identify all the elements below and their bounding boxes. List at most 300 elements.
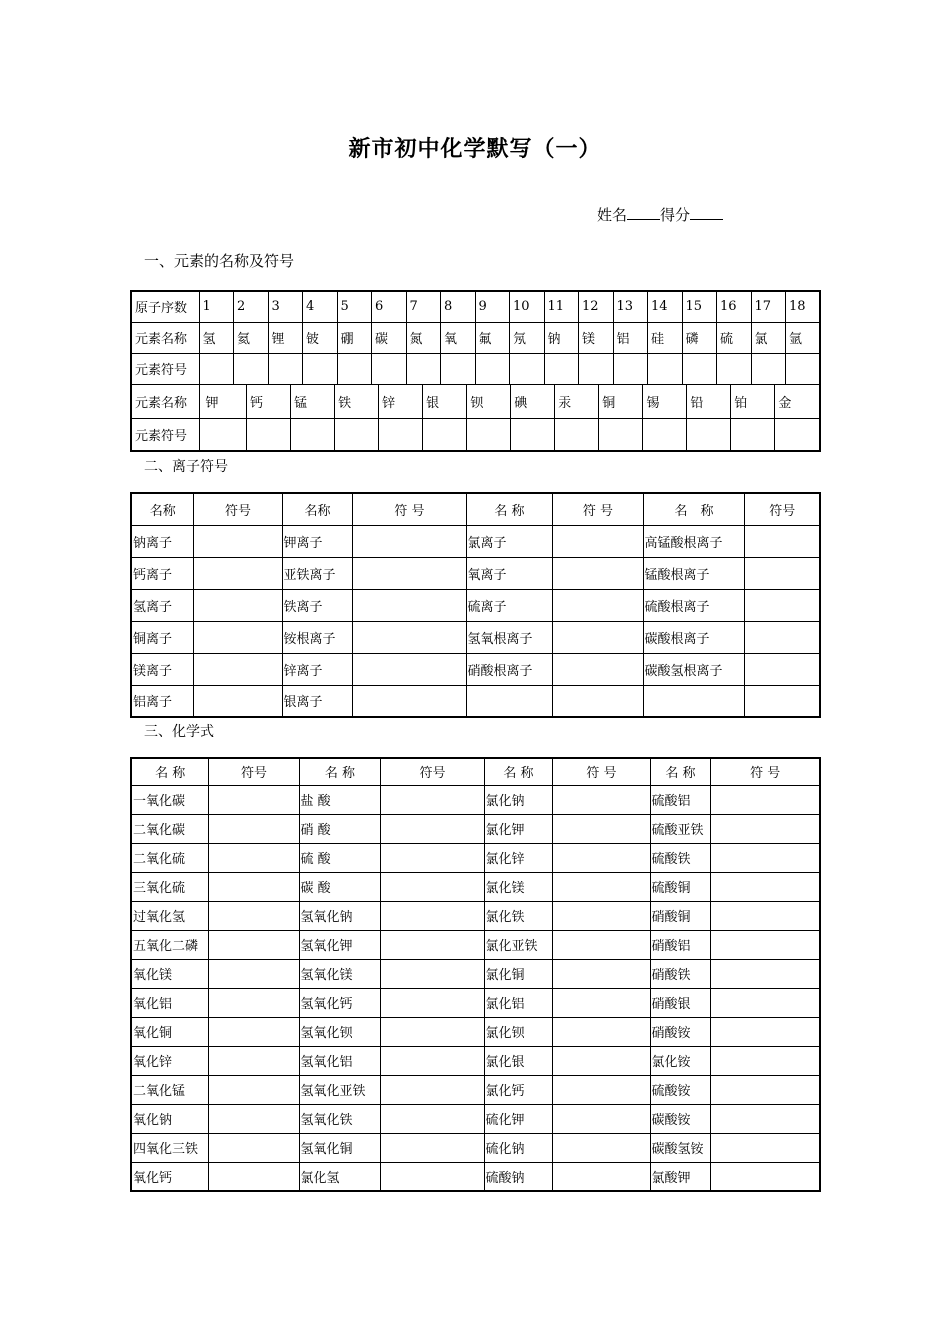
element-symbol-input[interactable] bbox=[555, 419, 599, 451]
symbol-input-cell[interactable] bbox=[352, 621, 466, 653]
symbol-input-cell[interactable] bbox=[208, 1133, 299, 1162]
symbol-input-cell[interactable] bbox=[193, 525, 282, 557]
name-header: 名 称 bbox=[299, 758, 380, 785]
compound-name-cell: 三氧化硫 bbox=[131, 872, 208, 901]
compound-name-cell: 氯化钾 bbox=[484, 814, 552, 843]
symbol-input-cell[interactable] bbox=[208, 1046, 299, 1075]
atomic-number-cell: 9 bbox=[475, 291, 510, 322]
compound-name-cell: 氯化银 bbox=[484, 1046, 552, 1075]
symbol-input-cell[interactable] bbox=[352, 653, 466, 685]
compound-name-cell: 四氧化三铁 bbox=[131, 1133, 208, 1162]
table-row bbox=[131, 901, 820, 930]
element-name-cell: 铍 bbox=[303, 322, 338, 353]
element-name-label: 元素名称 bbox=[131, 322, 199, 353]
symbol-input-cell[interactable] bbox=[193, 589, 282, 621]
symbol-input-cell[interactable] bbox=[744, 653, 820, 685]
compound-name-cell: 氧化铜 bbox=[131, 1017, 208, 1046]
compound-name-cell: 硫酸铁 bbox=[650, 843, 710, 872]
symbol-input-cell[interactable] bbox=[710, 988, 820, 1017]
name-label: 姓名 bbox=[597, 206, 628, 224]
symbol-input-cell[interactable] bbox=[380, 814, 484, 843]
compound-name-cell: 氯化锌 bbox=[484, 843, 552, 872]
compound-name-cell: 氯化亚铁 bbox=[484, 930, 552, 959]
element-name-cell: 硼 bbox=[337, 322, 372, 353]
symbol-input-cell[interactable] bbox=[552, 1104, 650, 1133]
symbol-input-cell[interactable] bbox=[208, 1104, 299, 1133]
element-name-cell: 铁 bbox=[335, 385, 379, 418]
symbol-input-cell[interactable] bbox=[380, 1133, 484, 1162]
element-name-cell: 钾 bbox=[205, 395, 219, 411]
compound-name-cell: 硫化钠 bbox=[484, 1133, 552, 1162]
compound-name-cell: 盐 酸 bbox=[299, 785, 380, 814]
atomic-number-cell: 10 bbox=[510, 291, 545, 322]
ion-symbols-table bbox=[130, 492, 821, 718]
compound-name-cell: 氢氧化铁 bbox=[299, 1104, 380, 1133]
compound-name-cell: 氯离子 bbox=[466, 525, 552, 557]
symbol-input-cell[interactable] bbox=[380, 843, 484, 872]
compound-name-cell: 氧化铝 bbox=[131, 988, 208, 1017]
symbol-input-cell[interactable] bbox=[744, 557, 820, 589]
element-symbol-input[interactable] bbox=[247, 419, 291, 451]
symbol-input-cell[interactable] bbox=[208, 930, 299, 959]
symbol-input-cell[interactable] bbox=[380, 1162, 484, 1191]
compound-name-cell: 硝酸铜 bbox=[650, 901, 710, 930]
compound-name-cell: 氢氧化钾 bbox=[299, 930, 380, 959]
table-row bbox=[131, 930, 820, 959]
symbol-input-cell[interactable] bbox=[380, 872, 484, 901]
symbol-input-cell[interactable] bbox=[380, 988, 484, 1017]
symbol-input-cell[interactable] bbox=[710, 901, 820, 930]
element-symbol-input[interactable] bbox=[682, 353, 717, 384]
symbol-input-cell[interactable] bbox=[710, 814, 820, 843]
symbol-input-cell[interactable] bbox=[380, 1075, 484, 1104]
element-name-cell: 氩 bbox=[786, 322, 821, 353]
compound-name-cell: 银离子 bbox=[282, 685, 352, 717]
element-name-cell: 氟 bbox=[475, 322, 510, 353]
element-symbol-input[interactable] bbox=[406, 353, 441, 384]
symbol-input-cell[interactable] bbox=[208, 872, 299, 901]
symbol-input-cell[interactable] bbox=[552, 872, 650, 901]
element-name-cell: 氯 bbox=[751, 322, 786, 353]
compound-name-cell: 氯化铵 bbox=[650, 1046, 710, 1075]
symbol-input-cell[interactable] bbox=[552, 1075, 650, 1104]
element-name-row-2-cells bbox=[199, 384, 820, 418]
atomic-number-cell: 8 bbox=[441, 291, 476, 322]
symbol-input-cell[interactable] bbox=[552, 589, 643, 621]
table-row bbox=[131, 589, 820, 621]
atomic-number-cell: 17 bbox=[751, 291, 786, 322]
compound-name-cell: 硫酸铝 bbox=[650, 785, 710, 814]
symbol-input-cell[interactable] bbox=[552, 1046, 650, 1075]
element-symbol-row-1 bbox=[131, 353, 820, 384]
element-symbol-input[interactable] bbox=[372, 353, 407, 384]
symbol-input-cell[interactable] bbox=[193, 653, 282, 685]
element-symbol-input[interactable] bbox=[337, 353, 372, 384]
element-name-cell: 铂 bbox=[731, 385, 775, 418]
element-name-cell: 硅 bbox=[648, 322, 683, 353]
symbol-input-cell[interactable] bbox=[710, 1046, 820, 1075]
element-symbol-input[interactable] bbox=[303, 353, 338, 384]
element-symbol-input[interactable] bbox=[423, 419, 467, 451]
element-name-cell: 硫 bbox=[717, 322, 752, 353]
compound-name-cell: 铝离子 bbox=[131, 685, 193, 717]
name-header: 名 称 bbox=[466, 493, 552, 525]
compound-name-cell: 氯化铁 bbox=[484, 901, 552, 930]
symbol-header: 符号 bbox=[193, 493, 282, 525]
symbol-input-cell[interactable] bbox=[552, 814, 650, 843]
table-row bbox=[131, 1017, 820, 1046]
element-symbol-input[interactable] bbox=[786, 353, 821, 384]
symbol-input-cell[interactable] bbox=[744, 525, 820, 557]
compound-name-cell: 氯化钙 bbox=[484, 1075, 552, 1104]
symbol-input-cell[interactable] bbox=[552, 1133, 650, 1162]
table-row bbox=[131, 685, 820, 717]
symbol-input-cell[interactable] bbox=[352, 589, 466, 621]
compound-name-cell: 钠离子 bbox=[131, 525, 193, 557]
symbol-input-cell[interactable] bbox=[552, 1017, 650, 1046]
symbol-header: 符号 bbox=[380, 758, 484, 785]
element-name-cell: 金 bbox=[775, 385, 819, 418]
compound-name-cell: 硫离子 bbox=[466, 589, 552, 621]
element-name-cell: 碘 bbox=[511, 385, 555, 418]
symbol-input-cell[interactable] bbox=[208, 814, 299, 843]
element-symbol-input[interactable] bbox=[717, 353, 752, 384]
header-row bbox=[131, 758, 820, 785]
element-name-row-1 bbox=[131, 322, 820, 353]
element-name-cell: 氦 bbox=[234, 322, 269, 353]
compound-name-cell: 硫酸根离子 bbox=[643, 589, 744, 621]
element-name-cell: 汞 bbox=[555, 385, 599, 418]
atomic-number-cell: 7 bbox=[406, 291, 441, 322]
name-blank[interactable] bbox=[627, 205, 660, 220]
atomic-number-cell: 14 bbox=[648, 291, 683, 322]
element-symbol-input[interactable] bbox=[511, 419, 555, 451]
compound-name-cell: 氢氧化钡 bbox=[299, 1017, 380, 1046]
compound-name-cell: 硝酸铝 bbox=[650, 930, 710, 959]
symbol-input-cell[interactable] bbox=[352, 557, 466, 589]
section3-title: 三、化学式 bbox=[144, 724, 214, 740]
element-symbol-input[interactable] bbox=[291, 419, 335, 451]
element-symbol-input[interactable] bbox=[467, 419, 511, 451]
compound-name-cell: 硝酸根离子 bbox=[466, 653, 552, 685]
element-name-cell: 氮 bbox=[406, 322, 441, 353]
atomic-number-cell: 4 bbox=[303, 291, 338, 322]
compound-name-cell: 硫酸钠 bbox=[484, 1162, 552, 1191]
symbol-input-cell[interactable] bbox=[552, 988, 650, 1017]
element-name-cell: 磷 bbox=[682, 322, 717, 353]
element-name-cell: 钠 bbox=[544, 322, 579, 353]
symbol-input-cell[interactable] bbox=[208, 1017, 299, 1046]
symbol-input-cell[interactable] bbox=[380, 901, 484, 930]
compound-name-cell: 锌离子 bbox=[282, 653, 352, 685]
compound-name-cell: 氯化铝 bbox=[484, 988, 552, 1017]
atomic-number-cell: 3 bbox=[268, 291, 303, 322]
table-row bbox=[131, 959, 820, 988]
compound-name-cell: 五氧化二磷 bbox=[131, 930, 208, 959]
compound-name-cell: 碳酸铵 bbox=[650, 1104, 710, 1133]
compound-name-cell: 亚铁离子 bbox=[282, 557, 352, 589]
symbol-input-cell[interactable] bbox=[710, 959, 820, 988]
symbol-input-cell[interactable] bbox=[193, 621, 282, 653]
symbol-input-cell[interactable] bbox=[380, 930, 484, 959]
compound-name-cell: 铵根离子 bbox=[282, 621, 352, 653]
compound-name-cell: 碳酸氢铵 bbox=[650, 1133, 710, 1162]
name-header: 名 称 bbox=[650, 758, 710, 785]
compound-name-cell: 二氧化碳 bbox=[131, 814, 208, 843]
element-symbol-input[interactable] bbox=[731, 419, 775, 451]
element-symbol-input[interactable] bbox=[613, 353, 648, 384]
symbol-input-cell bbox=[552, 685, 643, 717]
element-name-cell: 锡 bbox=[643, 385, 687, 418]
name-score-line bbox=[597, 204, 723, 225]
symbol-header: 符 号 bbox=[352, 493, 466, 525]
table-row bbox=[131, 988, 820, 1017]
atomic-number-row bbox=[131, 291, 820, 322]
symbol-input-cell[interactable] bbox=[208, 785, 299, 814]
compound-name-cell bbox=[643, 685, 744, 717]
element-symbol-input[interactable] bbox=[199, 353, 234, 384]
element-name-cell: 钡 bbox=[467, 385, 511, 418]
compound-name-cell: 硫 酸 bbox=[299, 843, 380, 872]
name-header: 名称 bbox=[282, 493, 352, 525]
element-symbol-input[interactable] bbox=[441, 353, 476, 384]
symbol-input-cell[interactable] bbox=[552, 621, 643, 653]
chemical-formula-table bbox=[130, 757, 821, 1192]
element-symbol-input[interactable] bbox=[234, 353, 269, 384]
symbol-input-cell[interactable] bbox=[380, 785, 484, 814]
compound-name-cell: 钙离子 bbox=[131, 557, 193, 589]
table-row bbox=[131, 1104, 820, 1133]
symbol-input-cell[interactable] bbox=[710, 1075, 820, 1104]
symbol-input-cell[interactable] bbox=[552, 901, 650, 930]
table-row bbox=[131, 814, 820, 843]
symbol-input-cell[interactable] bbox=[380, 1104, 484, 1133]
table-row bbox=[131, 872, 820, 901]
symbol-input-cell[interactable] bbox=[380, 1017, 484, 1046]
element-name-cell: 银 bbox=[423, 385, 467, 418]
element-name-cell: 锂 bbox=[268, 322, 303, 353]
compound-name-cell: 碳酸氢根离子 bbox=[643, 653, 744, 685]
symbol-input-cell[interactable] bbox=[552, 785, 650, 814]
name-header: 名 称 bbox=[131, 758, 208, 785]
compound-name-cell: 硫化钾 bbox=[484, 1104, 552, 1133]
compound-name-cell: 氯化氢 bbox=[299, 1162, 380, 1191]
compound-name-cell: 氢离子 bbox=[131, 589, 193, 621]
element-name-cell: 铅 bbox=[687, 385, 731, 418]
element-symbol-input[interactable] bbox=[643, 419, 687, 451]
compound-name-cell: 氢氧化铜 bbox=[299, 1133, 380, 1162]
element-name-cell: 氖 bbox=[510, 322, 545, 353]
atomic-number-cell: 6 bbox=[372, 291, 407, 322]
atomic-number-cell: 11 bbox=[544, 291, 579, 322]
compound-name-cell: 氢氧化亚铁 bbox=[299, 1075, 380, 1104]
element-name-cell: 氧 bbox=[441, 322, 476, 353]
symbol-header: 符号 bbox=[208, 758, 299, 785]
element-symbol-row-2 bbox=[131, 418, 820, 451]
symbol-input-cell[interactable] bbox=[380, 959, 484, 988]
table-row bbox=[131, 1162, 820, 1191]
name-header: 名 称 bbox=[643, 493, 744, 525]
header-row bbox=[131, 493, 820, 525]
symbol-header: 符 号 bbox=[552, 758, 650, 785]
compound-name-cell: 一氧化碳 bbox=[131, 785, 208, 814]
symbol-input-cell[interactable] bbox=[710, 872, 820, 901]
table-row bbox=[131, 1075, 820, 1104]
symbol-input-cell[interactable] bbox=[552, 930, 650, 959]
table-row bbox=[131, 785, 820, 814]
element-name-cell: 碳 bbox=[372, 322, 407, 353]
compound-name-cell: 氧离子 bbox=[466, 557, 552, 589]
element-symbol-input[interactable] bbox=[579, 353, 614, 384]
symbol-header: 符 号 bbox=[710, 758, 820, 785]
element-name-cell: 铜 bbox=[599, 385, 643, 418]
symbol-input-cell[interactable] bbox=[710, 843, 820, 872]
table-row bbox=[131, 653, 820, 685]
symbol-input-cell[interactable] bbox=[710, 1133, 820, 1162]
symbol-input-cell[interactable] bbox=[208, 988, 299, 1017]
element-symbol-input[interactable] bbox=[510, 353, 545, 384]
compound-name-cell: 铁离子 bbox=[282, 589, 352, 621]
symbol-input-cell[interactable] bbox=[208, 901, 299, 930]
elements-table bbox=[130, 290, 821, 452]
symbol-input-cell[interactable] bbox=[710, 1104, 820, 1133]
element-symbol-input[interactable] bbox=[268, 353, 303, 384]
compound-name-cell: 铜离子 bbox=[131, 621, 193, 653]
compound-name-cell: 氧化钙 bbox=[131, 1162, 208, 1191]
atomic-number-cell: 5 bbox=[337, 291, 372, 322]
element-symbol-input[interactable] bbox=[379, 419, 423, 451]
symbol-input-cell[interactable] bbox=[710, 1162, 820, 1191]
compound-name-cell: 氯化镁 bbox=[484, 872, 552, 901]
symbol-input-cell[interactable] bbox=[208, 1162, 299, 1191]
table-row bbox=[131, 621, 820, 653]
element-symbol-input[interactable] bbox=[648, 353, 683, 384]
symbol-input-cell[interactable] bbox=[552, 525, 643, 557]
compound-name-cell: 氢氧化钠 bbox=[299, 901, 380, 930]
atomic-number-cell: 2 bbox=[234, 291, 269, 322]
compound-name-cell: 碳 酸 bbox=[299, 872, 380, 901]
atomic-number-cell: 1 bbox=[199, 291, 234, 322]
compound-name-cell: 高锰酸根离子 bbox=[643, 525, 744, 557]
element-symbol-input[interactable] bbox=[475, 353, 510, 384]
compound-name-cell: 镁离子 bbox=[131, 653, 193, 685]
page-title: 新市初中化学默写（一） bbox=[348, 136, 602, 162]
element-name-cell: 钙 bbox=[247, 385, 291, 418]
compound-name-cell: 氧化镁 bbox=[131, 959, 208, 988]
element-symbol-input[interactable] bbox=[203, 419, 247, 451]
element-name-cell: 镁 bbox=[579, 322, 614, 353]
table-row bbox=[131, 1133, 820, 1162]
compound-name-cell bbox=[466, 685, 552, 717]
compound-name-cell: 氯酸钾 bbox=[650, 1162, 710, 1191]
symbol-input-cell[interactable] bbox=[744, 589, 820, 621]
element-symbol-input[interactable] bbox=[687, 419, 731, 451]
symbol-input-cell[interactable] bbox=[552, 843, 650, 872]
score-label: 得分 bbox=[660, 206, 691, 224]
section2-title: 二、离子符号 bbox=[144, 459, 228, 475]
element-name-cell: 铝 bbox=[613, 322, 648, 353]
compound-name-cell: 氯化铜 bbox=[484, 959, 552, 988]
symbol-input-cell[interactable] bbox=[193, 685, 282, 717]
symbol-input-cell[interactable] bbox=[208, 843, 299, 872]
element-symbol-row-2-cells bbox=[199, 418, 820, 451]
compound-name-cell: 硝酸铵 bbox=[650, 1017, 710, 1046]
compound-name-cell: 过氧化氢 bbox=[131, 901, 208, 930]
symbol-input-cell[interactable] bbox=[208, 1075, 299, 1104]
symbol-input-cell[interactable] bbox=[710, 1017, 820, 1046]
compound-name-cell: 锰酸根离子 bbox=[643, 557, 744, 589]
symbol-input-cell[interactable] bbox=[208, 959, 299, 988]
element-symbol-input[interactable] bbox=[544, 353, 579, 384]
compound-name-cell: 碳酸根离子 bbox=[643, 621, 744, 653]
compound-name-cell: 氢氧化钙 bbox=[299, 988, 380, 1017]
symbol-input-cell[interactable] bbox=[710, 785, 820, 814]
element-name-cell: 锰 bbox=[291, 385, 335, 418]
symbol-input-cell[interactable] bbox=[710, 930, 820, 959]
element-name-label: 元素名称 bbox=[131, 384, 199, 418]
compound-name-cell: 硝酸铁 bbox=[650, 959, 710, 988]
section1-title: 一、元素的名称及符号 bbox=[144, 252, 295, 270]
element-symbol-input[interactable] bbox=[751, 353, 786, 384]
symbol-input-cell[interactable] bbox=[352, 525, 466, 557]
symbol-input-cell[interactable] bbox=[552, 1162, 650, 1191]
score-blank[interactable] bbox=[690, 205, 723, 220]
table-row bbox=[131, 843, 820, 872]
compound-name-cell: 氧化锌 bbox=[131, 1046, 208, 1075]
element-symbol-label: 元素符号 bbox=[131, 418, 199, 451]
symbol-input-cell[interactable] bbox=[552, 557, 643, 589]
element-symbol-input[interactable] bbox=[599, 419, 643, 451]
compound-name-cell: 二氧化锰 bbox=[131, 1075, 208, 1104]
compound-name-cell: 硫酸亚铁 bbox=[650, 814, 710, 843]
symbol-input-cell[interactable] bbox=[744, 621, 820, 653]
compound-name-cell: 氢氧化镁 bbox=[299, 959, 380, 988]
atomic-number-cell: 13 bbox=[613, 291, 648, 322]
symbol-input-cell[interactable] bbox=[380, 1046, 484, 1075]
element-symbol-input[interactable] bbox=[335, 419, 379, 451]
table-row bbox=[131, 557, 820, 589]
symbol-input-cell[interactable] bbox=[352, 685, 466, 717]
element-name-cell: 锌 bbox=[379, 385, 423, 418]
compound-name-cell: 二氧化硫 bbox=[131, 843, 208, 872]
compound-name-cell: 硫酸铜 bbox=[650, 872, 710, 901]
compound-name-cell: 硝酸银 bbox=[650, 988, 710, 1017]
compound-name-cell: 氢氧根离子 bbox=[466, 621, 552, 653]
table-row bbox=[131, 525, 820, 557]
symbol-input-cell[interactable] bbox=[193, 557, 282, 589]
element-symbol-input[interactable] bbox=[775, 419, 819, 451]
element-symbol-label: 元素符号 bbox=[131, 353, 199, 384]
compound-name-cell: 钾离子 bbox=[282, 525, 352, 557]
compound-name-cell: 氯化钠 bbox=[484, 785, 552, 814]
symbol-input-cell[interactable] bbox=[552, 653, 643, 685]
atomic-number-label: 原子序数 bbox=[131, 291, 199, 322]
element-name-cell: 氢 bbox=[199, 322, 234, 353]
compound-name-cell: 硝 酸 bbox=[299, 814, 380, 843]
atomic-number-cell: 15 bbox=[682, 291, 717, 322]
symbol-header: 符 号 bbox=[552, 493, 643, 525]
symbol-input-cell bbox=[744, 685, 820, 717]
atomic-number-cell: 12 bbox=[579, 291, 614, 322]
atomic-number-cell: 18 bbox=[786, 291, 821, 322]
element-name-row-2 bbox=[131, 384, 820, 418]
symbol-input-cell[interactable] bbox=[552, 959, 650, 988]
name-header: 名 称 bbox=[484, 758, 552, 785]
compound-name-cell: 氧化钠 bbox=[131, 1104, 208, 1133]
atomic-number-cell: 16 bbox=[717, 291, 752, 322]
name-header: 名称 bbox=[131, 493, 193, 525]
compound-name-cell: 氢氧化铝 bbox=[299, 1046, 380, 1075]
